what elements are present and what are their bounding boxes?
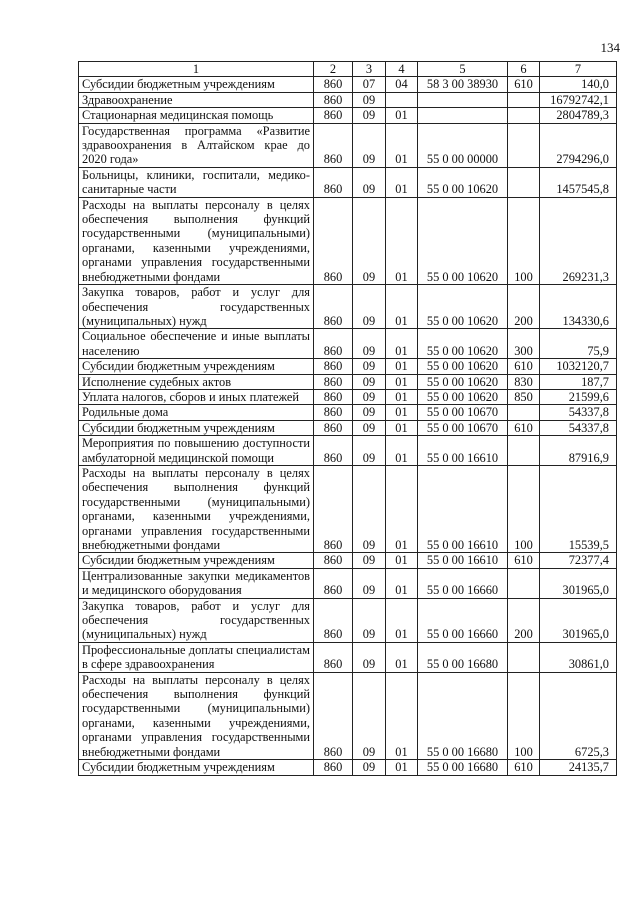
ministry-code-cell: 860 [314,436,353,466]
target-article-cell: 55 0 00 10620 [418,197,508,284]
section-code-cell: 09 [353,374,386,389]
ministry-code-cell: 860 [314,77,353,92]
target-article-cell: 55 0 00 16680 [418,672,508,759]
section-code-cell: 09 [353,123,386,167]
subsection-code-cell: 01 [386,329,418,359]
item-name-cell: Субсидии бюджетным учреждениям [79,553,314,568]
target-article-cell: 55 0 00 16680 [418,642,508,672]
item-name-cell: Родильные дома [79,405,314,420]
subsection-code-cell: 01 [386,598,418,642]
item-name-cell: Расходы на выплаты персоналу в целях обеспечения выполнения функций государственными (муниципальными) органами, казенными учреждениями, органами управления государственными внебюджетными фондами [79,465,314,552]
expense-type-cell: 100 [508,197,540,284]
expense-type-cell: 300 [508,329,540,359]
expense-type-cell [508,167,540,197]
table-row [79,285,617,329]
header-cell: 2 [314,62,353,77]
amount-cell: 269231,3 [540,197,617,284]
section-code-cell: 09 [353,167,386,197]
expense-type-cell: 610 [508,420,540,435]
section-code-cell: 09 [353,405,386,420]
header-cell: 3 [353,62,386,77]
target-article-cell: 55 0 00 16610 [418,436,508,466]
expense-type-cell: 200 [508,598,540,642]
subsection-code-cell: 01 [386,285,418,329]
target-article-cell [418,108,508,123]
section-code-cell: 09 [353,760,386,775]
target-article-cell: 58 3 00 38930 [418,77,508,92]
expense-type-cell [508,642,540,672]
ministry-code-cell: 860 [314,405,353,420]
amount-cell: 1032120,7 [540,359,617,374]
item-name-cell: Профессиональные доплаты специалистам в сфере здравоохранения [79,642,314,672]
subsection-code-cell: 01 [386,108,418,123]
item-name-cell: Субсидии бюджетным учреждениям [79,420,314,435]
item-name-cell: Субсидии бюджетным учреждениям [79,77,314,92]
table-row [79,465,617,552]
section-code-cell: 09 [353,465,386,552]
subsection-code-cell: 01 [386,374,418,389]
amount-cell: 15539,5 [540,465,617,552]
item-name-cell: Уплата налогов, сборов и иных платежей [79,389,314,404]
target-article-cell: 55 0 00 10620 [418,374,508,389]
section-code-cell: 07 [353,77,386,92]
expense-type-cell: 610 [508,77,540,92]
header-cell: 5 [418,62,508,77]
subsection-code-cell: 01 [386,197,418,284]
target-article-cell: 55 0 00 16660 [418,568,508,598]
target-article-cell: 55 0 00 10620 [418,389,508,404]
amount-cell: 54337,8 [540,420,617,435]
amount-cell: 54337,8 [540,405,617,420]
section-code-cell: 09 [353,285,386,329]
expense-type-cell [508,405,540,420]
item-name-cell: Закупка товаров, работ и услуг для обеспечения государственных (муниципальных) нужд [79,598,314,642]
subsection-code-cell: 01 [386,405,418,420]
ministry-code-cell: 860 [314,760,353,775]
ministry-code-cell: 860 [314,568,353,598]
subsection-code-cell: 01 [386,420,418,435]
table-row [79,760,617,775]
table-body [79,77,617,775]
amount-cell: 16792742,1 [540,92,617,107]
item-name-cell: Стационарная медицинская помощь [79,108,314,123]
amount-cell: 6725,3 [540,672,617,759]
ministry-code-cell: 860 [314,374,353,389]
subsection-code-cell: 01 [386,123,418,167]
item-name-cell: Централизованные закупки медикаментов и медицинского оборудования [79,568,314,598]
table-row [79,642,617,672]
section-code-cell: 09 [353,420,386,435]
item-name-cell: Государственная программа «Развитие здравоохранения в Алтайском крае до 2020 года» [79,123,314,167]
amount-cell: 24135,7 [540,760,617,775]
item-name-cell: Здравоохранение [79,92,314,107]
subsection-code-cell: 01 [386,672,418,759]
ministry-code-cell: 860 [314,123,353,167]
target-article-cell: 55 0 00 16610 [418,553,508,568]
ministry-code-cell: 860 [314,329,353,359]
amount-cell: 72377,4 [540,553,617,568]
table-row [79,359,617,374]
expense-type-cell [508,92,540,107]
amount-cell: 87916,9 [540,436,617,466]
item-name-cell: Закупка товаров, работ и услуг для обеспечения государственных (муниципальных) нужд [79,285,314,329]
section-code-cell: 09 [353,197,386,284]
ministry-code-cell: 860 [314,465,353,552]
header-cell: 4 [386,62,418,77]
table-row [79,389,617,404]
expense-type-cell: 100 [508,672,540,759]
subsection-code-cell [386,92,418,107]
expense-type-cell: 830 [508,374,540,389]
section-code-cell: 09 [353,359,386,374]
table-row [79,77,617,92]
ministry-code-cell: 860 [314,108,353,123]
target-article-cell: 55 0 00 10620 [418,329,508,359]
expense-type-cell: 200 [508,285,540,329]
ministry-code-cell: 860 [314,598,353,642]
ministry-code-cell: 860 [314,553,353,568]
table-row [79,672,617,759]
amount-cell: 1457545,8 [540,167,617,197]
page-number: 134 [600,40,620,55]
target-article-cell: 55 0 00 00000 [418,123,508,167]
target-article-cell: 55 0 00 10670 [418,405,508,420]
table-row [79,436,617,466]
item-name-cell: Больницы, клиники, госпитали, медико-санитарные части [79,167,314,197]
item-name-cell: Расходы на выплаты персоналу в целях обеспечения выполнения функций государственными (муниципальными) органами, казенными учреждениями, органами управления государственными внебюджетными фондами [79,197,314,284]
target-article-cell: 55 0 00 10620 [418,359,508,374]
target-article-cell: 55 0 00 16610 [418,465,508,552]
subsection-code-cell: 01 [386,642,418,672]
amount-cell: 30861,0 [540,642,617,672]
header-cell: 6 [508,62,540,77]
section-code-cell: 09 [353,389,386,404]
target-article-cell: 55 0 00 10620 [418,285,508,329]
item-name-cell: Субсидии бюджетным учреждениям [79,760,314,775]
section-code-cell: 09 [353,108,386,123]
amount-cell: 75,9 [540,329,617,359]
table-row [79,92,617,107]
expense-type-cell [508,108,540,123]
subsection-code-cell: 01 [386,760,418,775]
section-code-cell: 09 [353,568,386,598]
expense-type-cell: 850 [508,389,540,404]
table-row [79,598,617,642]
section-code-cell: 09 [353,598,386,642]
amount-cell: 140,0 [540,77,617,92]
amount-cell: 187,7 [540,374,617,389]
table-row [79,405,617,420]
section-code-cell: 09 [353,672,386,759]
section-code-cell: 09 [353,642,386,672]
subsection-code-cell: 01 [386,436,418,466]
header-cell: 1 [79,62,314,77]
table-row [79,197,617,284]
target-article-cell: 55 0 00 16680 [418,760,508,775]
subsection-code-cell: 01 [386,359,418,374]
table-row [79,374,617,389]
table-row [79,420,617,435]
amount-cell: 2804789,3 [540,108,617,123]
budget-table [78,61,617,776]
section-code-cell: 09 [353,92,386,107]
subsection-code-cell: 01 [386,568,418,598]
expense-type-cell: 100 [508,465,540,552]
ministry-code-cell: 860 [314,92,353,107]
table-row [79,329,617,359]
item-name-cell: Исполнение судебных актов [79,374,314,389]
expense-type-cell: 610 [508,359,540,374]
table-row [79,123,617,167]
ministry-code-cell: 860 [314,167,353,197]
item-name-cell: Мероприятия по повышению доступности амбулаторной медицинской помощи [79,436,314,466]
table-row [79,553,617,568]
ministry-code-cell: 860 [314,389,353,404]
amount-cell: 21599,6 [540,389,617,404]
ministry-code-cell: 860 [314,420,353,435]
table-row [79,568,617,598]
subsection-code-cell: 04 [386,77,418,92]
ministry-code-cell: 860 [314,285,353,329]
subsection-code-cell: 01 [386,465,418,552]
subsection-code-cell: 01 [386,167,418,197]
amount-cell: 301965,0 [540,598,617,642]
target-article-cell: 55 0 00 10670 [418,420,508,435]
section-code-cell: 09 [353,329,386,359]
item-name-cell: Субсидии бюджетным учреждениям [79,359,314,374]
item-name-cell: Расходы на выплаты персоналу в целях обеспечения выполнения функций государственными (муниципальными) органами, казенными учреждениями, органами управления государственными внебюджетными фондами [79,672,314,759]
target-article-cell [418,92,508,107]
expense-type-cell [508,436,540,466]
subsection-code-cell: 01 [386,389,418,404]
header-cell: 7 [540,62,617,77]
subsection-code-cell: 01 [386,553,418,568]
table-row [79,108,617,123]
ministry-code-cell: 860 [314,672,353,759]
section-code-cell: 09 [353,553,386,568]
ministry-code-cell: 860 [314,197,353,284]
item-name-cell: Социальное обеспечение и иные выплаты населению [79,329,314,359]
expense-type-cell: 610 [508,553,540,568]
table-header-row [79,62,617,77]
expense-type-cell: 610 [508,760,540,775]
ministry-code-cell: 860 [314,359,353,374]
amount-cell: 134330,6 [540,285,617,329]
section-code-cell: 09 [353,436,386,466]
target-article-cell: 55 0 00 16660 [418,598,508,642]
ministry-code-cell: 860 [314,642,353,672]
table-row [79,167,617,197]
amount-cell: 301965,0 [540,568,617,598]
expense-type-cell [508,568,540,598]
target-article-cell: 55 0 00 10620 [418,167,508,197]
expense-type-cell [508,123,540,167]
amount-cell: 2794296,0 [540,123,617,167]
